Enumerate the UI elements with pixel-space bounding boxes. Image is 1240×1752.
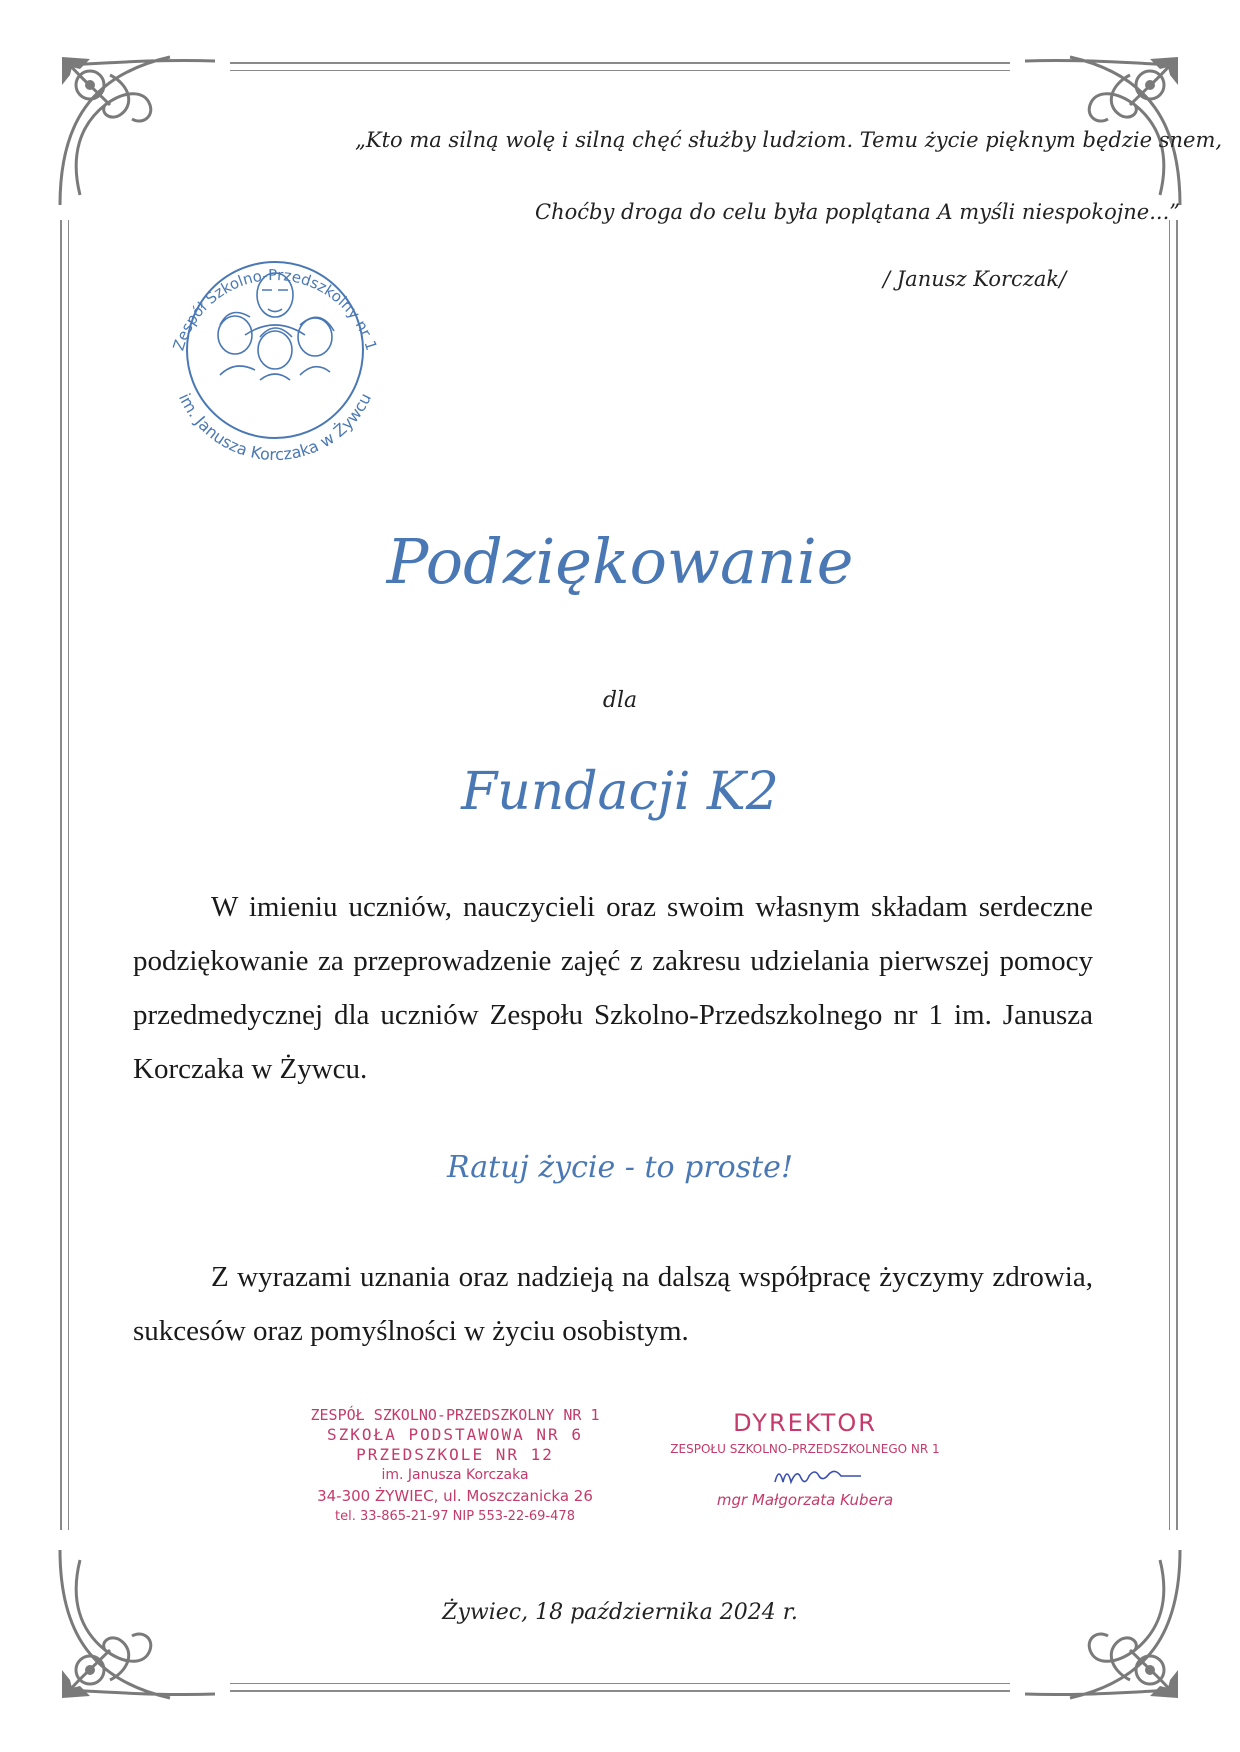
- body-paragraph-1: [133, 880, 1093, 1096]
- school-stamp-line-4: im. Janusza Korczaka: [381, 1467, 529, 1483]
- director-signature: [660, 1460, 950, 1490]
- quote-line-2: Choćby droga do celu była poplątana A myśli niespokojne...”: [535, 200, 1180, 224]
- frame-bottom-line: [230, 1690, 1010, 1692]
- frame-left-line-inner: [68, 220, 69, 1530]
- frame-right-line: [1176, 220, 1178, 1530]
- for-word: dla: [602, 688, 638, 713]
- logo-ring-top-text: Zespół Szkolno-Przedszkolny nr 1: [169, 265, 381, 353]
- frame-bottom-line-inner: [230, 1683, 1010, 1684]
- school-stamp: [270, 1405, 640, 1527]
- corner-ornament-top-left: [50, 45, 220, 215]
- svg-text:Zespół Szkolno-Przedszkolny nr: [169, 266, 380, 353]
- frame-right-line-inner: [1169, 220, 1170, 1530]
- frame-top-line-inner: [230, 70, 1010, 71]
- school-stamp-line-3: PRZEDSZKOLE NR 12: [356, 1445, 554, 1464]
- school-logo: [150, 225, 400, 475]
- quote-line-1: „Kto ma silną wolę i silną chęć służby ludziom. Temu życie pięknym będzie snem,: [355, 128, 1223, 152]
- director-stamp-title: DYREKTOR: [733, 1409, 877, 1437]
- recipient-name: Fundacji K2: [461, 762, 779, 822]
- svg-text:im. Janusza Korczaka w Żywcu: [175, 390, 375, 464]
- logo-ring-bottom-text: im. Janusza Korczaka w Żywcu: [174, 390, 376, 465]
- corner-ornament-bottom-left: [50, 1540, 220, 1710]
- frame-top-line: [230, 62, 1010, 64]
- school-stamp-line-1: ZESPÓŁ SZKOLNO-PRZEDSZKOLNY NR 1: [310, 1406, 600, 1424]
- body-paragraph-2: [133, 1250, 1093, 1358]
- body-paragraph-1-text: W imieniu uczniów, nauczycieli oraz swoim własnym składam serdeczne podziękowanie za przeprowadzenie zajęć z zakresu udzielania pierwszej pomocy przedmedycznej dla uczniów Zespołu Szkolno-Przedszkolnego nr 1 im. Janusza Korczaka w Żywcu.: [133, 891, 1093, 1085]
- director-stamp: [660, 1408, 950, 1510]
- frame-left-line: [60, 220, 62, 1530]
- school-stamp-line-2: SZKOŁA PODSTAWOWA NR 6: [327, 1425, 583, 1444]
- school-stamp-line-6: tel. 33-865-21-97 NIP 553-22-69-478: [335, 1509, 575, 1524]
- school-stamp-line-5: 34-300 ŻYWIEC, ul. Moszczanicka 26: [317, 1487, 593, 1505]
- quote-author: / Janusz Korczak/: [883, 267, 1067, 291]
- director-stamp-name: mgr Małgorzata Kubera: [716, 1491, 894, 1509]
- place-date: Żywiec, 18 października 2024 r.: [442, 1600, 798, 1625]
- page-title: Podziękowanie: [386, 525, 854, 598]
- director-stamp-subtitle: ZESPOŁU SZKOLNO-PRZEDSZKOLNEGO NR 1: [670, 1442, 940, 1456]
- slogan: Ratuj życie - to proste!: [446, 1150, 793, 1185]
- corner-ornament-bottom-right: [1020, 1540, 1190, 1710]
- body-paragraph-2-text: Z wyrazami uznania oraz nadzieją na dalszą współpracę życzymy zdrowia, sukcesów oraz pomyślności w życiu osobistym.: [133, 1261, 1093, 1347]
